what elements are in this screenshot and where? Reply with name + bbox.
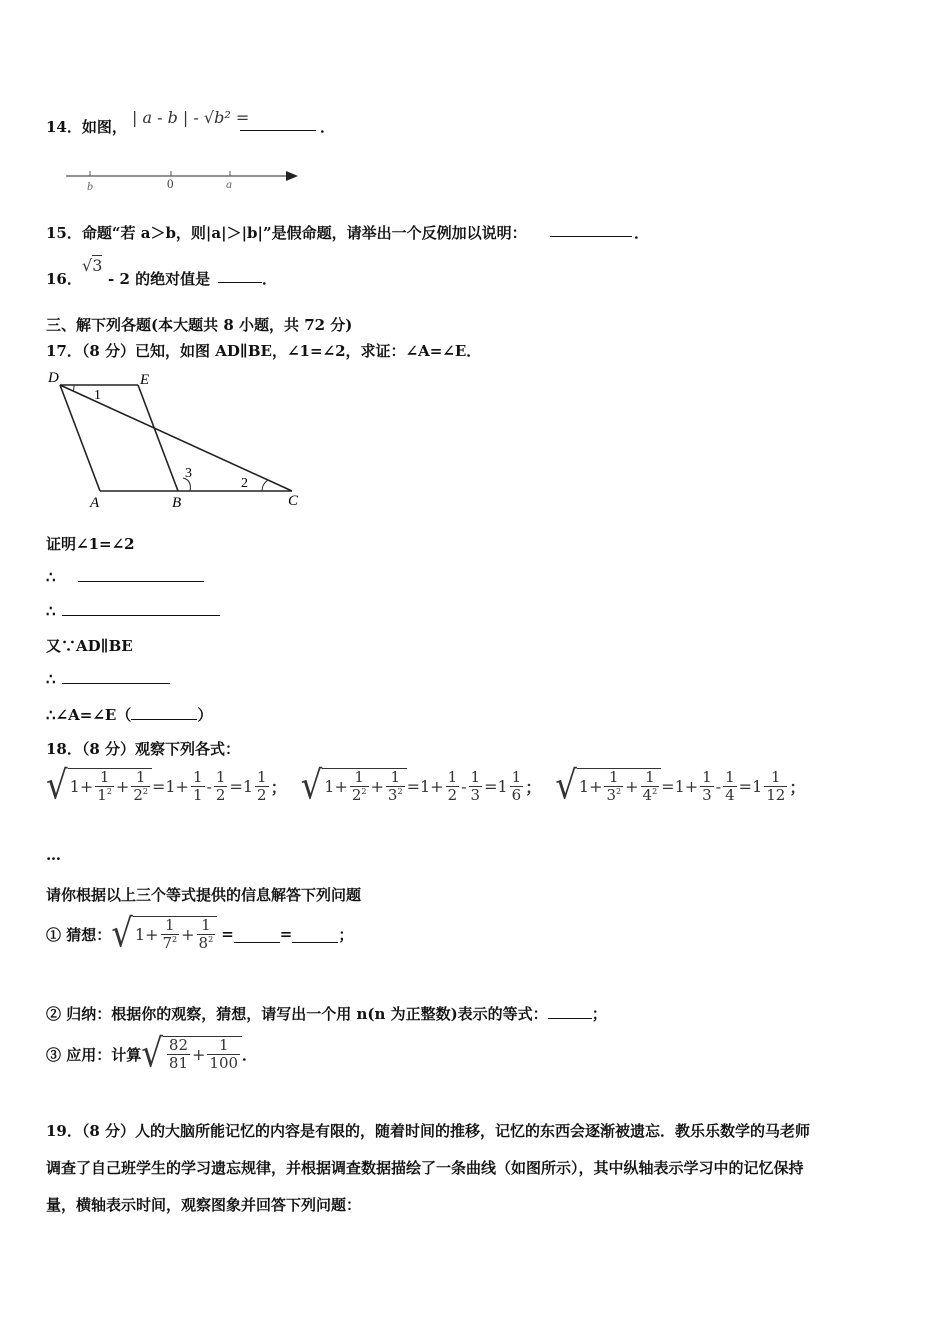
eq3-radical: √ 1 + $\frac{1}{3^2}$ + $\frac{1}{4^2}$ — [555, 768, 661, 805]
q16-number: 16． — [46, 270, 82, 288]
proof-line-1: 证明∠1=∠2 — [46, 535, 135, 553]
q19-line-1: 19．（8 分）人的大脑所能记忆的内容是有限的，随着时间的推移，记忆的东西会逐渐被遗忘．教乐乐数学的马老师 — [46, 1122, 811, 1140]
number-line-arrow — [286, 171, 298, 181]
eq2-rhs: =1+ $\frac{1}{2}$ - $\frac{1}{3}$ =1 $\frac{1}{6}$ ； — [406, 767, 542, 804]
part1-radical: √ 1 + $\frac{1}{7^2}$ + $\frac{1}{8^2}$ — [111, 916, 217, 953]
label-A: A — [90, 495, 100, 511]
q18-part1: ① 猜想： √ 1 + $\frac{1}{7^2}$ + $\frac{1}{8^2}$ = = ； — [46, 911, 354, 958]
proof-blank-2[interactable] — [62, 599, 220, 620]
label-C: C — [288, 493, 299, 509]
eq1-rhs: =1+ $\frac{1}{1}$ - $\frac{1}{2}$ =1 $\frac{1}{2}$ ； — [151, 767, 287, 804]
q14-number-line — [60, 160, 310, 196]
q15-answer-blank[interactable] — [550, 220, 632, 241]
section-3-title: 三、解下列各题(本大题共 8 小题，共 72 分) — [46, 316, 353, 334]
q14-number: 14． — [46, 118, 82, 136]
label-angle-1: 1 — [94, 388, 101, 403]
q14-expression: | a - b | - √b² = — [132, 108, 250, 127]
q16-tail: ． — [262, 270, 278, 288]
q18-stem: 18．（8 分）观察下列各式： — [46, 740, 241, 758]
q14-answer-blank[interactable] — [240, 114, 316, 135]
q14-line — [46, 116, 127, 137]
angle-1-arc — [73, 385, 74, 391]
proof-blank-3[interactable] — [62, 667, 170, 688]
proof-blank-1[interactable] — [78, 565, 204, 586]
label-0: 0 — [167, 176, 174, 191]
part3-radical: √ $\frac{82}{81}$ + $\frac{1}{100}$ — [141, 1036, 242, 1073]
label-angle-3: 3 — [185, 466, 192, 481]
q15-text: 15．命题“若 a＞b，则|a|＞|b|”是假命题，请举出一个反例加以说明： — [46, 224, 527, 242]
angle-2-arc — [262, 480, 268, 491]
part2-blank[interactable] — [548, 1002, 592, 1019]
q16-radical: √3 — [82, 256, 103, 275]
q14-tail: ． — [320, 118, 336, 136]
proof-line-2: ∴ — [46, 568, 56, 586]
label-b: b — [87, 179, 93, 193]
part1-blank-1[interactable] — [234, 926, 280, 943]
eq3-rhs: =1+ $\frac{1}{3}$ - $\frac{1}{4}$ =1 $\frac{1}{12}$ ； — [661, 767, 806, 804]
label-E: E — [140, 372, 150, 388]
q18-ellipsis: … — [46, 846, 61, 864]
q18-instruction: 请你根据以上三个等式提供的信息解答下列问题 — [46, 886, 362, 904]
q16-text: - 2 的绝对值是 — [108, 270, 211, 288]
q18-equations — [46, 763, 806, 810]
q17-figure — [40, 366, 310, 514]
eq1-radical: √ 1 + $\frac{1}{1^2}$ + $\frac{1}{2^2}$ — [46, 768, 152, 805]
segment-EB — [138, 385, 178, 491]
eq2-radical: √ 1 + $\frac{1}{2^2}$ + $\frac{1}{3^2}$ — [301, 768, 407, 805]
part1-label: ① 猜想： — [46, 925, 112, 944]
q16-answer-blank[interactable] — [218, 266, 262, 287]
label-a: a — [226, 177, 232, 191]
q19-line-2: 调查了自己班学生的学习遗忘规律，并根据调查数据描绘了一条曲线（如图所示），其中纵轴表示学习中的记忆保持 — [46, 1159, 804, 1177]
label-angle-2: 2 — [241, 476, 248, 491]
part1-blank-2[interactable] — [292, 926, 338, 943]
q19-line-3: 量，横轴表示时间，观察图象并回答下列问题： — [46, 1196, 362, 1214]
proof-line-6: ∴∠A=∠E（ ） — [46, 703, 212, 725]
proof-line-5: ∴ — [46, 670, 56, 688]
proof-line-4: 又∵AD∥BE — [46, 637, 133, 655]
q15-tail: ． — [634, 224, 650, 242]
label-D: D — [48, 370, 59, 386]
q18-part2: ② 归纳：根据你的观察，猜想，请写出一个用 n(n 为正整数)表示的等式： ； — [46, 1002, 607, 1024]
label-B: B — [172, 495, 182, 511]
proof-reason-blank[interactable] — [131, 703, 197, 720]
q17-stem: 17．（8 分）已知，如图 AD∥BE，∠1=∠2，求证：∠A=∠E． — [46, 342, 482, 360]
q18-part3: ③ 应用：计算 √ $\frac{82}{81}$ + $\frac{1}{100}$ ． — [46, 1031, 258, 1078]
q14-prefix: 如图， — [81, 118, 127, 136]
proof-line-3: ∴ — [46, 602, 56, 620]
